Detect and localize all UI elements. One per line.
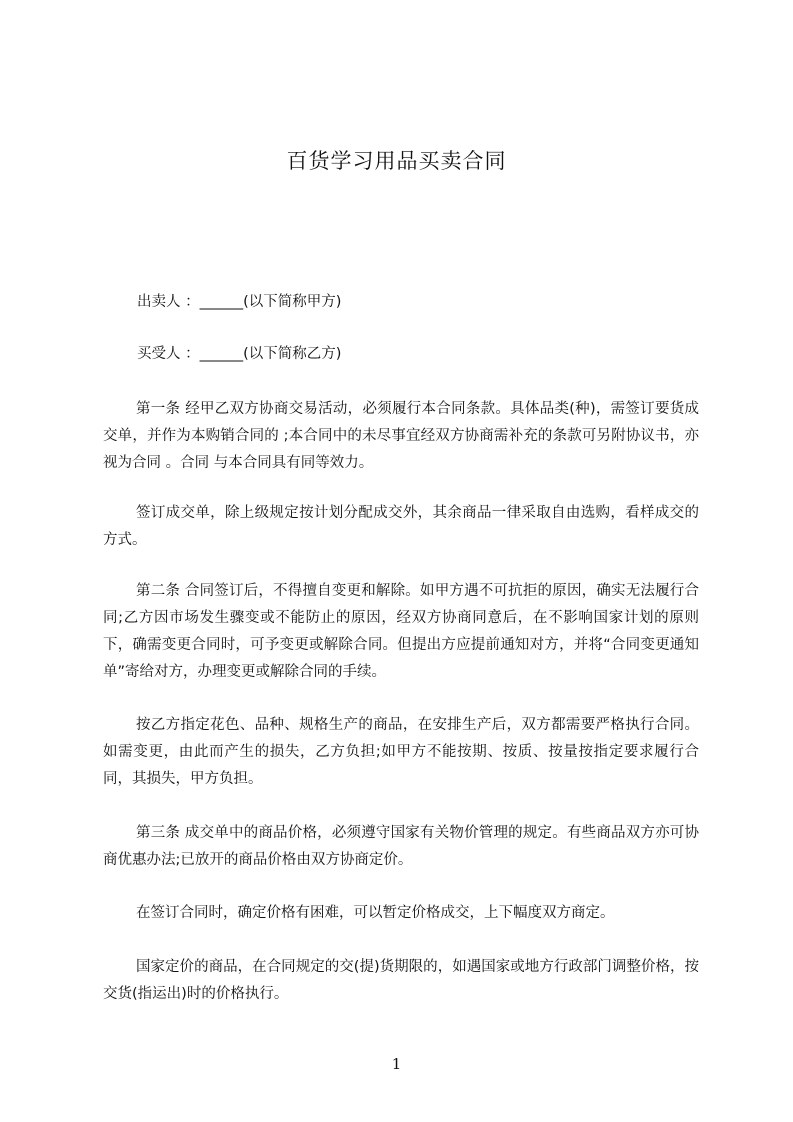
buyer-line: 买受人 ：______(以下简称乙方) <box>137 346 342 362</box>
order-form-paragraph: 签订成交单，除上级规定按计划分配成交外，其余商品一律采取自由选购，看样成交的方式。 <box>103 505 699 548</box>
state-price-paragraph: 国家定价的商品，在合同规定的交(提)货期限的，如遇国家或地方行政部门调整价格，按交货(指运出)时的价格执行。 <box>103 959 699 1002</box>
tentative-price-paragraph: 在签订合同时，确定价格有困难，可以暂定价格成交，上下幅度双方商定。 <box>136 905 615 921</box>
article-1-paragraph: 第一条 经甲乙双方协商交易活动，必须履行本合同条款。具体品类(种)，需签订要货成交单，并作为本购销合同的 ;本合同中的未尽事宜经双方协商需补充的条款可另附协议书，亦视为合同 。合同 与本合同具有同等效力。 <box>103 401 699 471</box>
seller-line: 出卖人 ：______(以下简称甲方) <box>137 294 342 310</box>
article-3-paragraph: 第三条 成交单中的商品价格，必须遵守国家有关物价管理的规定。有些商品双方亦可协商优惠办法;已放开的商品价格由双方协商定价。 <box>103 825 699 868</box>
page-number: 1 <box>391 1055 402 1073</box>
document-title: 百货学习用品买卖合同 <box>286 149 507 173</box>
specified-goods-paragraph: 按乙方指定花色、品种、规格生产的商品，在安排生产后，双方都需要严格执行合同。如需变更，由此而产生的损失，乙方负担;如甲方不能按期、按质、按量按指定要求履行合同，其损失，甲方负担。 <box>103 717 699 787</box>
article-2-paragraph: 第二条 合同签订后，不得擅自变更和解除。如甲方遇不可抗拒的原因，确实无法履行合同;乙方因市场发生骤变或不能防止的原因，经双方协商同意后，在不影响国家计划的原则下，确需变更合同时，可予变更或解除合同。但提出方应提前通知对方，并将“合同变更通知单”寄给对方，办理变更或解除合同的手续。 <box>103 583 699 680</box>
